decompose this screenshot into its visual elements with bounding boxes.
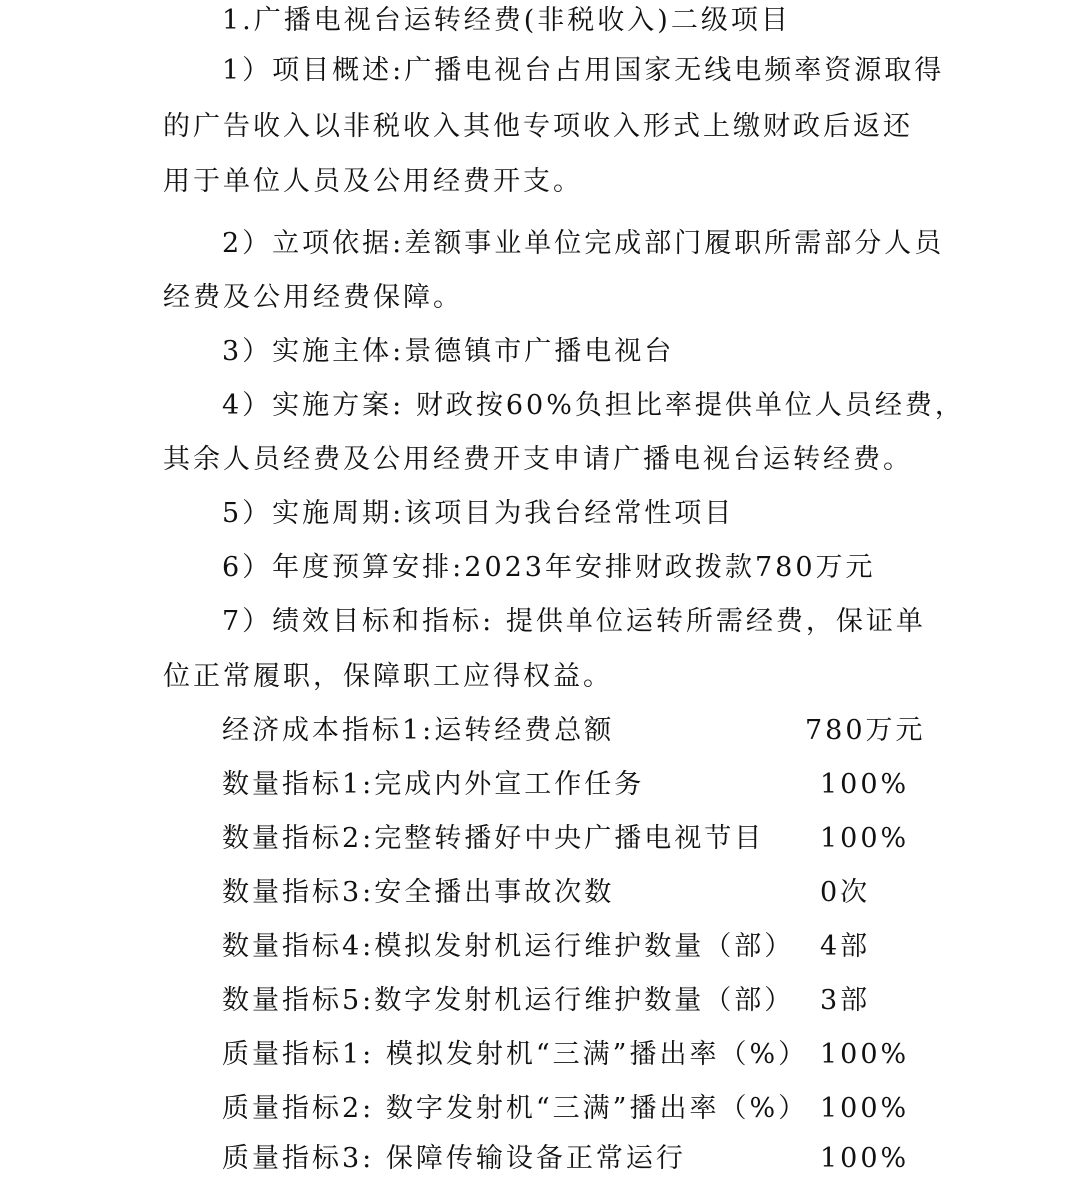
indicator-label: 数量指标5:数字发射机运行维护数量（部） (222, 985, 795, 1016)
indicator-label: 质量指标2: 数字发射机“三满”播出率（%） (222, 1093, 809, 1124)
indicator-row (0, 920, 1074, 974)
goals-line-1: 7）绩效目标和指标: 提供单位运转所需经费，保证单 (222, 606, 926, 637)
basis-line-1: 2）立项依据:差额事业单位完成部门履职所需部分人员 (222, 228, 945, 259)
indicator-value: 780万元 (805, 715, 926, 746)
indicator-row (0, 758, 1074, 812)
overview-line-1: 1）项目概述:广播电视台占用国家无线电频率资源取得 (222, 55, 945, 86)
budget-line: 6）年度预算安排:2023年安排财政拨款780万元 (222, 552, 876, 583)
indicator-label: 数量指标3:安全播出事故次数 (222, 877, 615, 908)
indicator-value: 100% (820, 1143, 910, 1174)
plan-line-2: 其余人员经费及公用经费开支申请广播电视台运转经费。 (163, 444, 913, 475)
entity-line: 3）实施主体:景德镇市广播电视台 (222, 336, 675, 367)
indicator-value: 100% (820, 769, 910, 800)
indicator-label: 质量指标3: 保障传输设备正常运行 (222, 1143, 686, 1174)
indicator-row (0, 974, 1074, 1028)
indicator-row (0, 812, 1074, 866)
indicator-value: 100% (820, 1093, 910, 1124)
indicator-value: 100% (820, 823, 910, 854)
goals-line-2: 位正常履职，保障职工应得权益。 (163, 661, 613, 692)
indicator-row (0, 866, 1074, 920)
indicator-label: 数量指标4:模拟发射机运行维护数量（部） (222, 931, 795, 962)
indicator-value: 0次 (820, 877, 871, 908)
indicator-label: 数量指标2:完整转播好中央广播电视节目 (222, 823, 765, 854)
indicator-row (0, 1028, 1074, 1082)
basis-line-2: 经费及公用经费保障。 (163, 282, 463, 313)
overview-line-3: 用于单位人员及公用经费开支。 (163, 166, 583, 197)
indicator-row (0, 1082, 1074, 1136)
indicator-label: 质量指标1: 模拟发射机“三满”播出率（%） (222, 1039, 809, 1070)
indicator-value: 4部 (820, 931, 871, 962)
indicator-row (0, 1132, 1074, 1186)
plan-line-1: 4）实施方案: 财政按60%负担比率提供单位人员经费， (222, 390, 965, 421)
indicator-value: 3部 (820, 985, 871, 1016)
indicator-row (0, 704, 1074, 758)
period-line: 5）实施周期:该项目为我台经常性项目 (222, 498, 735, 529)
indicator-label: 数量指标1:完成内外宣工作任务 (222, 769, 645, 800)
overview-line-2: 的广告收入以非税收入其他专项收入形式上缴财政后返还 (163, 111, 913, 142)
indicator-label: 经济成本指标1:运转经费总额 (222, 715, 615, 746)
section-heading: 1.广播电视台运转经费(非税收入)二级项目 (222, 5, 791, 36)
indicator-value: 100% (820, 1039, 910, 1070)
